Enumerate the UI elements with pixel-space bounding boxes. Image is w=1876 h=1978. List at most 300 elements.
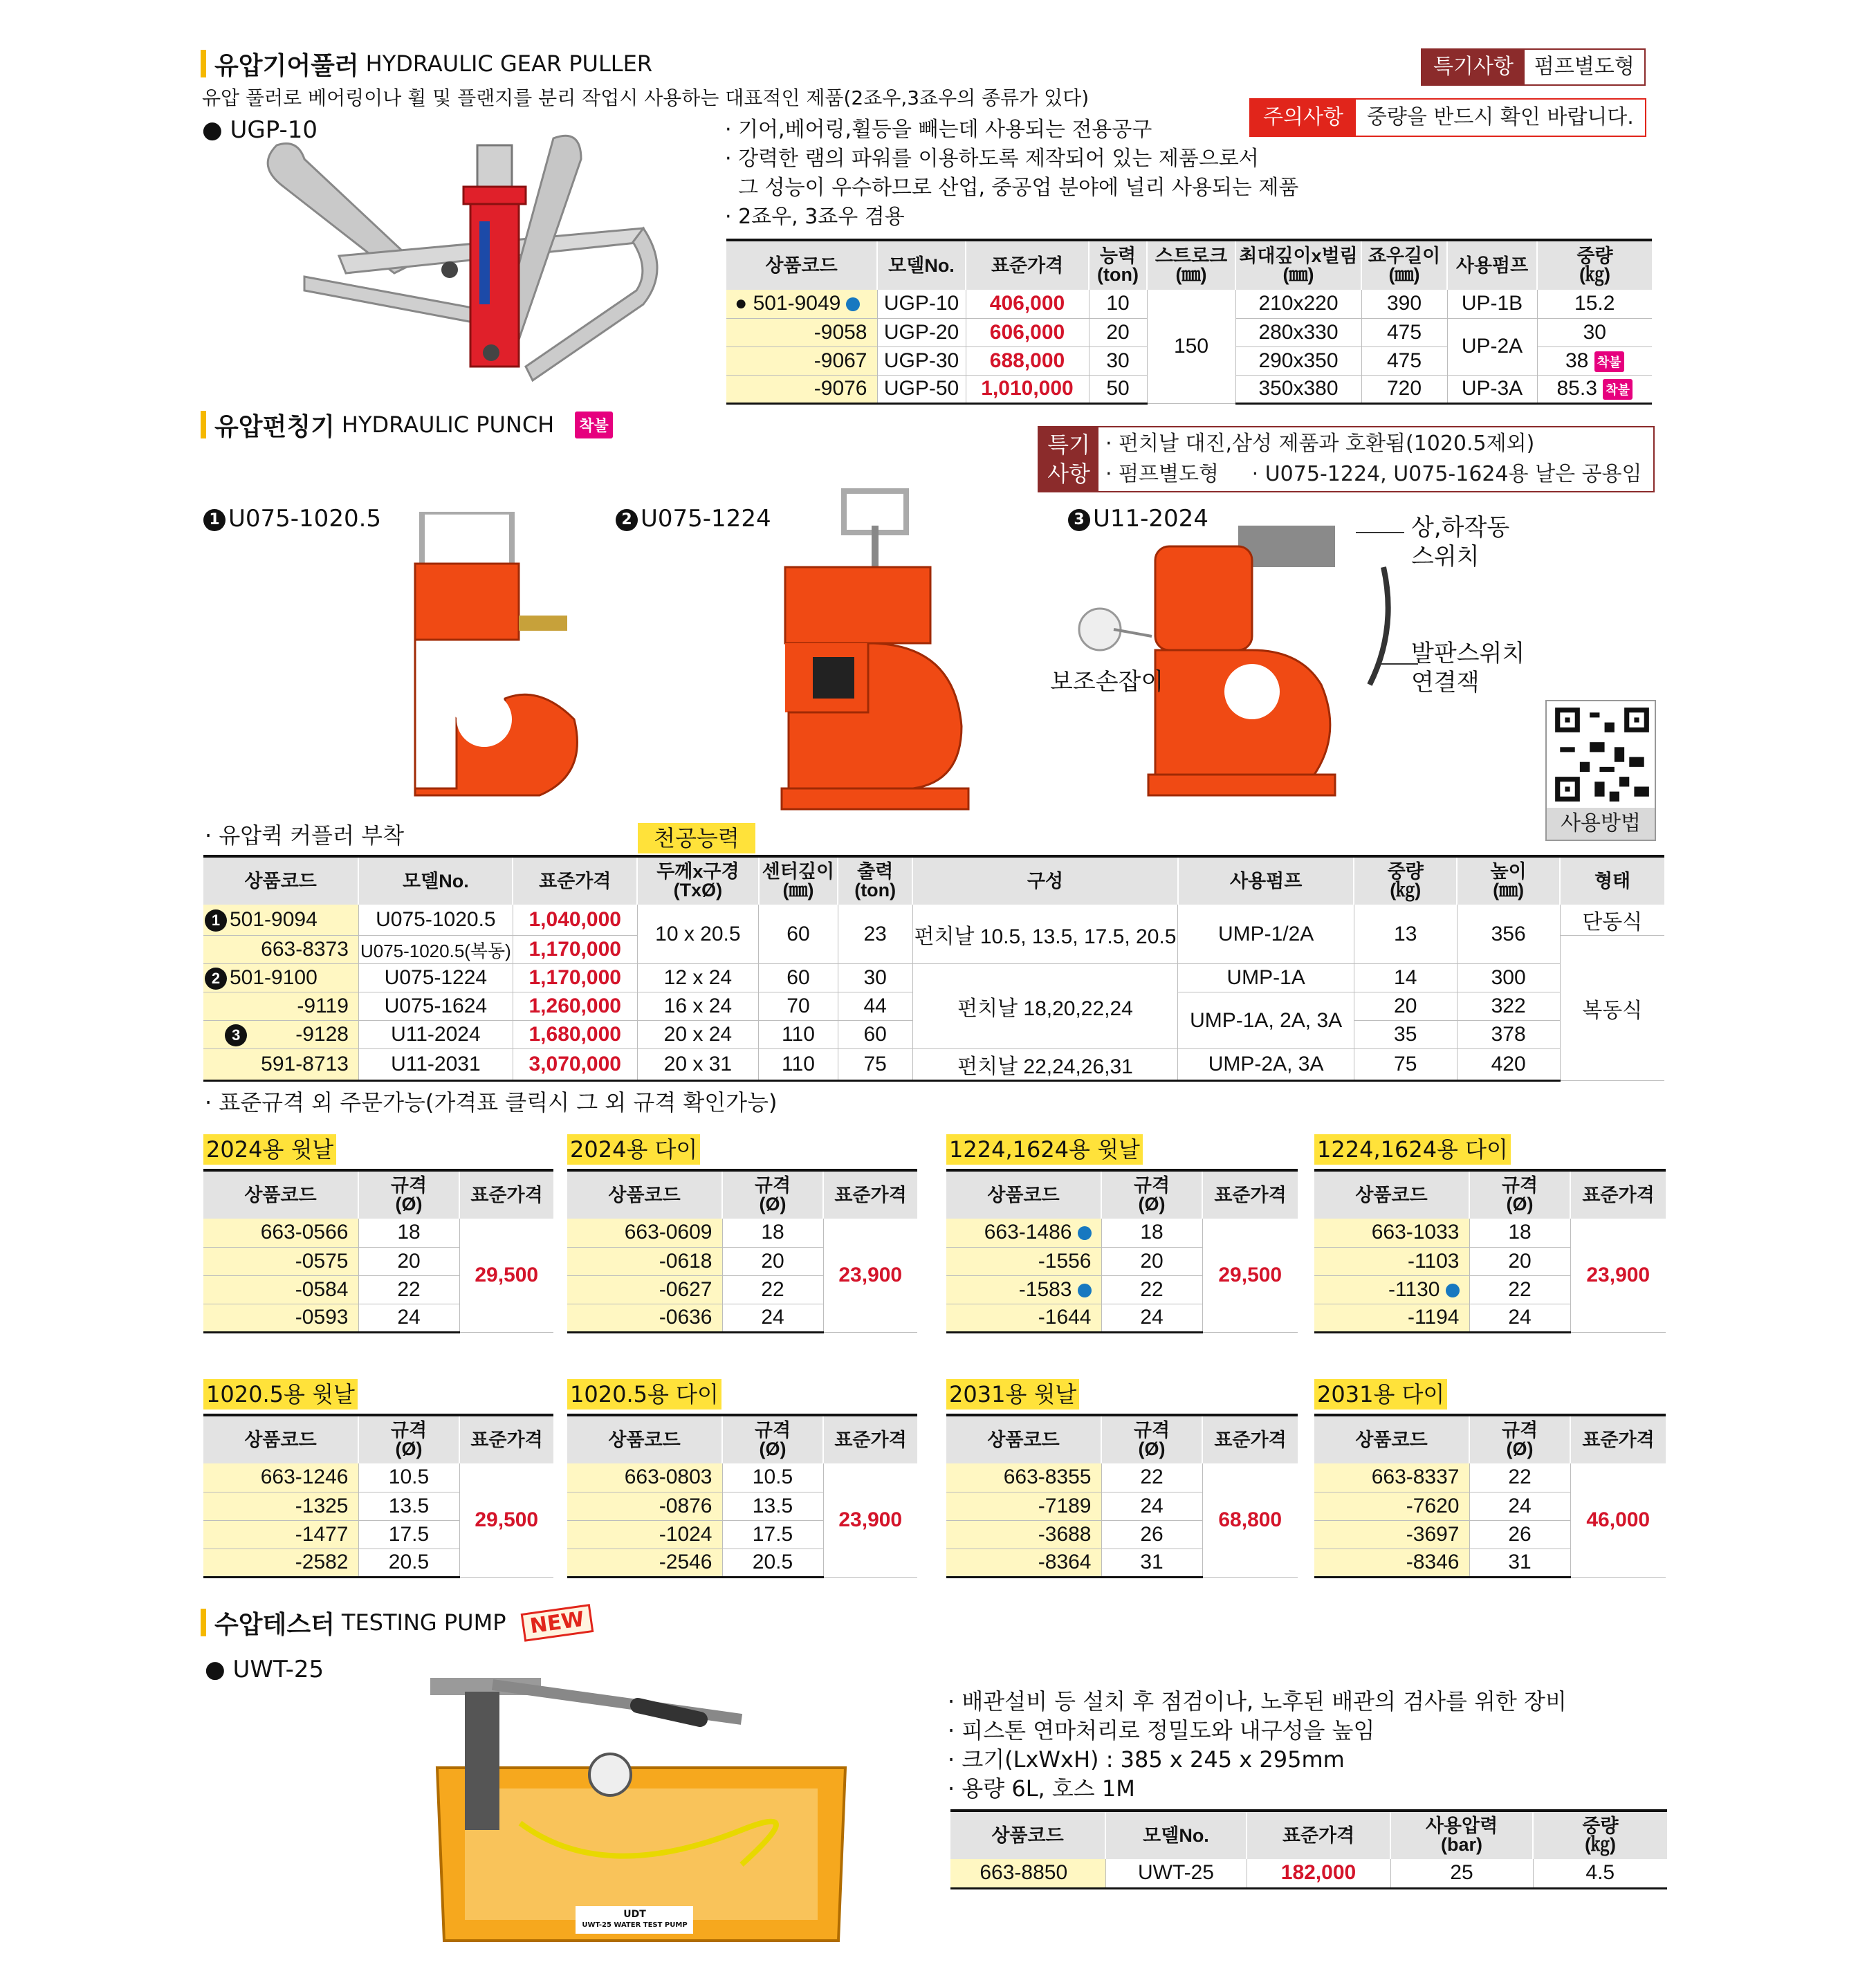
model-cell: U075-1624 xyxy=(358,992,513,1021)
callout-switch-line-1: 상,하작동 xyxy=(1411,514,1510,542)
ton-cell: 50 xyxy=(1089,375,1147,403)
punch-special-box xyxy=(1038,426,1655,492)
code-cell xyxy=(203,964,358,992)
code-cell xyxy=(946,1219,1101,1247)
code-cell: -9076 xyxy=(726,375,877,403)
col-code: 상품코드 xyxy=(1314,1415,1469,1463)
weight-text: 85.3 xyxy=(1556,377,1597,400)
col-price: 표준가격 xyxy=(459,1170,553,1219)
price-cell: 3,070,000 xyxy=(513,1049,637,1081)
size-cell: 24 xyxy=(722,1304,823,1332)
blade-table-title: 2024용 윗날 xyxy=(203,1134,336,1165)
code-cell xyxy=(567,1304,722,1332)
size-cell: 24 xyxy=(1101,1304,1202,1332)
qr-label: 사용방법 xyxy=(1547,808,1655,840)
col-price: 표준가격 xyxy=(1202,1415,1298,1463)
table-row xyxy=(203,1049,1664,1081)
table-row xyxy=(567,1463,917,1492)
special-note-box xyxy=(1421,48,1646,86)
table-row xyxy=(203,1219,553,1247)
pump-label-model: UWT-25 WATER TEST PUMP xyxy=(582,1921,688,1929)
code-text: -1130 xyxy=(1388,1277,1440,1301)
price-cell: 406,000 xyxy=(966,290,1089,318)
size-cell: 20.5 xyxy=(358,1549,459,1577)
blade-table-title: 1020.5용 다이 xyxy=(567,1379,721,1409)
size-cell: 22 xyxy=(1469,1463,1570,1492)
size-cell: 20.5 xyxy=(722,1549,823,1577)
code-cell xyxy=(1314,1463,1469,1492)
weight-cell: 13 xyxy=(1354,905,1457,964)
size-cell: 22 xyxy=(1101,1463,1202,1492)
code-text: -9128 xyxy=(295,1022,349,1046)
price-cell: 68,800 xyxy=(1202,1463,1298,1577)
col-config: 구성 xyxy=(912,856,1178,905)
col-code: 상품코드 xyxy=(946,1415,1101,1463)
code-text: -8346 xyxy=(1406,1551,1460,1573)
code-cell xyxy=(1314,1219,1469,1247)
code-text: -0627 xyxy=(659,1277,712,1301)
pump-cell: UMP-1/2A xyxy=(1178,905,1354,964)
row-mark: ● xyxy=(735,292,748,315)
title-en: HYDRAULIC GEAR PULLER xyxy=(365,50,653,77)
col-price: 표준가격 xyxy=(459,1415,553,1463)
ton-cell: 10 xyxy=(1089,290,1147,318)
col-size: 규격 (Ø) xyxy=(722,1170,823,1219)
col-price: 표준가격 xyxy=(1570,1415,1666,1463)
code-cell xyxy=(567,1463,722,1492)
code-cell: 663-8373 xyxy=(203,936,358,964)
model-cell: U11-2031 xyxy=(358,1049,513,1081)
code-cell xyxy=(203,1021,358,1049)
code-cell xyxy=(1314,1275,1469,1304)
col-code: 상품코드 xyxy=(203,1170,358,1219)
depth-cell: 60 xyxy=(759,905,838,964)
price-cell: 23,900 xyxy=(823,1219,917,1332)
blade-table-title: 2024용 다이 xyxy=(567,1134,700,1165)
title-accent-bar xyxy=(201,411,206,438)
code-cell: 591-8713 xyxy=(203,1049,358,1081)
col-code: 상품코드 xyxy=(1314,1170,1469,1219)
table-row xyxy=(946,1463,1298,1492)
number-badge: 3 xyxy=(1068,509,1090,531)
size-cell: 18 xyxy=(358,1219,459,1247)
code-text: 663-1486 xyxy=(984,1221,1072,1244)
code-cell xyxy=(567,1549,722,1577)
output-cell: 30 xyxy=(838,964,912,992)
number-badge: 1 xyxy=(205,909,227,932)
config-cell: 펀치날 10.5, 13.5, 17.5, 20.5 xyxy=(912,905,1178,964)
col-code: 상품코드 xyxy=(950,1811,1105,1859)
code-text: 663-0566 xyxy=(260,1221,349,1244)
blade-table xyxy=(203,1414,553,1578)
price-cell: 1,040,000 xyxy=(513,905,637,936)
callout-pedal xyxy=(1411,639,1525,697)
special-label: 특기사항 xyxy=(1422,50,1525,84)
code-cell xyxy=(567,1492,722,1520)
col-size: 규격 (Ø) xyxy=(722,1415,823,1463)
blade-table xyxy=(203,1169,553,1333)
thickness-cell: 10 x 20.5 xyxy=(637,905,758,964)
punch-model-1-label xyxy=(203,505,381,533)
code-cell xyxy=(946,1549,1101,1577)
weight-text: 38 xyxy=(1565,349,1589,372)
col-code: 상품코드 xyxy=(203,856,358,905)
code-text: -0593 xyxy=(295,1306,349,1329)
code-cell xyxy=(203,1219,358,1247)
code-cell: -9119 xyxy=(203,992,358,1021)
caution-box xyxy=(1249,98,1646,137)
model-cell: U075-1020.5 xyxy=(358,905,513,936)
code-cell xyxy=(946,1520,1101,1549)
gear-feature-3: 그 성능이 우수하므로 산업, 중공업 분야에 널리 사용되는 제품 xyxy=(725,176,1299,200)
punch-1020-image xyxy=(401,512,595,802)
size-cell: 22 xyxy=(1469,1275,1570,1304)
code-cell xyxy=(1314,1520,1469,1549)
code-cell xyxy=(1314,1492,1469,1520)
special-content xyxy=(1098,427,1649,491)
code-text: 663-8337 xyxy=(1371,1466,1460,1489)
punch-title xyxy=(201,408,613,441)
col-pump: 사용펌프 xyxy=(1447,240,1537,290)
code-text: 663-8355 xyxy=(1003,1466,1092,1489)
special-label-line-1: 특기 xyxy=(1047,432,1090,458)
code-text: -3697 xyxy=(1406,1522,1460,1546)
price-cell: 23,900 xyxy=(823,1463,917,1577)
code-cell xyxy=(203,1247,358,1275)
jaw-cell: 475 xyxy=(1361,318,1447,346)
number-badge: 2 xyxy=(205,968,227,990)
blade-table-title: 1020.5용 윗날 xyxy=(203,1379,358,1409)
code-cell xyxy=(203,1304,358,1332)
model-cell: U11-2024 xyxy=(358,1021,513,1049)
weight-cell: 35 xyxy=(1354,1021,1457,1049)
table-row xyxy=(567,1219,917,1247)
code-text: 501-9094 xyxy=(230,907,318,931)
code-text: -1325 xyxy=(295,1494,349,1517)
size-cell: 26 xyxy=(1469,1520,1570,1549)
model-name: U075-1224 xyxy=(641,505,771,533)
pressure-cell: 25 xyxy=(1390,1859,1533,1888)
height-cell: 378 xyxy=(1457,1021,1560,1049)
punch-1224-image xyxy=(775,484,982,816)
col-model: 모델No. xyxy=(877,240,966,290)
model-name: U11-2024 xyxy=(1093,505,1208,533)
size-cell: 18 xyxy=(722,1219,823,1247)
table-row xyxy=(1314,1463,1666,1492)
new-badge: NEW xyxy=(521,1604,594,1642)
depth-cell: 60 xyxy=(759,964,838,992)
col-price: 표준가격 xyxy=(1570,1170,1666,1219)
code-text: -0575 xyxy=(295,1249,349,1273)
price-cell: 23,900 xyxy=(1570,1219,1666,1332)
height-cell: 300 xyxy=(1457,964,1560,992)
gear-puller-table xyxy=(726,239,1652,405)
title-en: HYDRAULIC PUNCH xyxy=(341,412,555,438)
stock-dot-icon xyxy=(1446,1284,1460,1297)
tester-feature-3: · 크기(LxWxH) : 385 x 245 x 295mm xyxy=(948,1746,1345,1773)
thickness-cell: 20 x 31 xyxy=(637,1049,758,1081)
code-cell: -9058 xyxy=(726,318,877,346)
callout-aux-handle: 보조손잡이 xyxy=(1050,668,1164,696)
code-cell xyxy=(203,1549,358,1577)
model-cell: UGP-10 xyxy=(877,290,966,318)
code-cell xyxy=(946,1492,1101,1520)
stock-dot-icon xyxy=(1078,1284,1092,1297)
stock-dot-icon xyxy=(846,297,860,311)
size-cell: 13.5 xyxy=(722,1492,823,1520)
stroke-cell: 150 xyxy=(1147,290,1235,403)
col-price: 표준가격 xyxy=(1202,1170,1298,1219)
code-cell xyxy=(203,1275,358,1304)
jaw-cell: 720 xyxy=(1361,375,1447,403)
punch-model-2-label xyxy=(616,505,771,533)
size-cell: 20 xyxy=(358,1247,459,1275)
punch-table xyxy=(203,855,1664,1082)
number-badge: 3 xyxy=(225,1024,247,1046)
output-cell: 23 xyxy=(838,905,912,964)
size-cell: 24 xyxy=(1101,1492,1202,1520)
code-cell xyxy=(203,1520,358,1549)
special-line-2: · 펌프별도형 · U075-1224, U075-1624용 날은 공용임 xyxy=(1105,462,1642,486)
gear-puller-model-label: ● UGP-10 xyxy=(202,116,318,144)
table-row xyxy=(203,905,1664,936)
code-text: -1103 xyxy=(1407,1249,1460,1273)
code-text: -1477 xyxy=(295,1522,349,1546)
code-text: -0584 xyxy=(295,1277,349,1301)
type-cell: 단동식 xyxy=(1560,905,1664,936)
table-row xyxy=(726,290,1652,318)
callout-switch xyxy=(1411,513,1509,571)
col-size: 규격 (Ø) xyxy=(358,1415,459,1463)
model-cell: UGP-20 xyxy=(877,318,966,346)
size-cell: 22 xyxy=(358,1275,459,1304)
size-cell: 17.5 xyxy=(358,1520,459,1549)
punch-2024-image xyxy=(1134,512,1342,802)
code-text: 501-9049 xyxy=(753,292,841,315)
depth-cell: 110 xyxy=(759,1021,838,1049)
cod-badge: 착불 xyxy=(1603,379,1633,400)
col-ton: 능력 (ton) xyxy=(1089,240,1147,290)
price-cell: 182,000 xyxy=(1247,1859,1390,1888)
code-cell xyxy=(203,1463,358,1492)
model-cell: UGP-50 xyxy=(877,375,966,403)
col-type: 형태 xyxy=(1560,856,1664,905)
code-text: 663-1246 xyxy=(260,1466,349,1489)
height-cell: 322 xyxy=(1457,992,1560,1021)
tester-title xyxy=(201,1606,592,1639)
code-cell xyxy=(567,1247,722,1275)
col-price: 표준가격 xyxy=(1247,1811,1390,1859)
depth-cell: 290x350 xyxy=(1235,346,1361,375)
code-text: -8364 xyxy=(1038,1551,1092,1573)
jaw-cell: 475 xyxy=(1361,346,1447,375)
gear-feature-2: · 강력한 램의 파워를 이용하도록 제작되어 있는 제품으로서 xyxy=(725,147,1259,171)
code-text: 663-1033 xyxy=(1371,1221,1460,1244)
code-cell xyxy=(946,1463,1101,1492)
stock-dot-icon xyxy=(1078,1226,1092,1240)
weight-cell: 4.5 xyxy=(1533,1859,1667,1888)
col-model: 모델No. xyxy=(358,856,513,905)
ton-cell: 20 xyxy=(1089,318,1147,346)
config-cell: 펀치날 18,20,22,24 xyxy=(912,964,1178,1049)
title-ko: 수압테스터 xyxy=(214,1610,335,1639)
pump-cell: UMP-1A xyxy=(1178,964,1354,992)
size-cell: 18 xyxy=(1469,1219,1570,1247)
gear-feature-1: · 기어,베어링,휠등을 빼는데 사용되는 전용공구 xyxy=(725,118,1152,142)
pump-label xyxy=(578,1909,692,1934)
qr-code-icon xyxy=(1548,703,1656,806)
code-text: -2582 xyxy=(295,1551,349,1573)
col-pump: 사용펌프 xyxy=(1178,856,1354,905)
weight-cell: 14 xyxy=(1354,964,1457,992)
thickness-cell: 20 x 24 xyxy=(637,1021,758,1049)
code-text: -0618 xyxy=(659,1249,712,1273)
code-text: -1194 xyxy=(1407,1306,1460,1329)
code-text: -7620 xyxy=(1406,1494,1460,1517)
tester-feature-2: · 피스톤 연마처리로 정밀도와 내구성을 높임 xyxy=(948,1717,1375,1744)
jaw-cell: 390 xyxy=(1361,290,1447,318)
table-row xyxy=(203,1463,553,1492)
blade-table xyxy=(567,1414,917,1578)
size-cell: 10.5 xyxy=(722,1463,823,1492)
code-text: -3688 xyxy=(1038,1522,1092,1546)
model-name: U075-1020.5 xyxy=(228,505,382,533)
size-cell: 24 xyxy=(358,1304,459,1332)
order-note: · 표준규격 외 주문가능(가격표 클릭시 그 외 규격 확인가능) xyxy=(205,1089,778,1116)
size-cell: 20 xyxy=(722,1247,823,1275)
size-cell: 10.5 xyxy=(358,1463,459,1492)
code-text: -1556 xyxy=(1038,1249,1092,1273)
blade-table-title: 1224,1624용 윗날 xyxy=(946,1134,1143,1165)
code-cell: 663-8850 xyxy=(950,1859,1105,1888)
model-cell: UGP-30 xyxy=(877,346,966,375)
col-model: 모델No. xyxy=(1105,1811,1247,1859)
size-cell: 24 xyxy=(1469,1492,1570,1520)
size-cell: 13.5 xyxy=(358,1492,459,1520)
code-text: -1583 xyxy=(1018,1277,1072,1301)
code-cell xyxy=(567,1219,722,1247)
col-weight: 중량 (㎏) xyxy=(1354,856,1457,905)
size-cell: 31 xyxy=(1101,1549,1202,1577)
size-cell: 26 xyxy=(1101,1520,1202,1549)
col-size: 규격 (Ø) xyxy=(1469,1415,1570,1463)
col-price: 표준가격 xyxy=(823,1170,917,1219)
model-cell: UWT-25 xyxy=(1105,1859,1247,1888)
gear-feature-4: · 2죠우, 3죠우 겸용 xyxy=(725,205,905,229)
tester-feature-4: · 용량 6L, 호스 1M xyxy=(948,1775,1135,1802)
code-cell xyxy=(946,1275,1101,1304)
output-cell: 75 xyxy=(838,1049,912,1081)
col-stroke: 스트로크 (㎜) xyxy=(1147,240,1235,290)
pump-label-brand: UDT xyxy=(623,1909,646,1920)
col-weight: 중량 (㎏) xyxy=(1537,240,1652,290)
qr-code-box[interactable] xyxy=(1545,700,1656,841)
code-text: 663-0803 xyxy=(624,1466,712,1489)
special-value: 펌프별도형 xyxy=(1525,50,1644,84)
size-cell: 24 xyxy=(1469,1304,1570,1332)
callout-pedal-line-2: 연결잭 xyxy=(1411,669,1480,696)
table-row xyxy=(946,1219,1298,1247)
output-cell: 60 xyxy=(838,1021,912,1049)
col-jaw: 죠우길이 (㎜) xyxy=(1361,240,1447,290)
code-text: -2546 xyxy=(659,1551,712,1573)
thickness-cell: 12 x 24 xyxy=(637,964,758,992)
size-cell: 18 xyxy=(1101,1219,1202,1247)
weight-cell xyxy=(1537,375,1652,403)
number-badge: 2 xyxy=(616,509,638,531)
table-row xyxy=(950,1859,1667,1888)
price-cell: 1,680,000 xyxy=(513,1021,637,1049)
tester-table xyxy=(950,1809,1667,1889)
col-depth: 최대깊이x벌림 (㎜) xyxy=(1235,240,1361,290)
table-row xyxy=(203,964,1664,992)
code-text: 663-0609 xyxy=(624,1221,712,1244)
weight-cell xyxy=(1537,346,1652,375)
cod-badge: 착불 xyxy=(1594,351,1624,372)
col-price: 표준가격 xyxy=(823,1415,917,1463)
col-center-depth: 센터깊이 (㎜) xyxy=(759,856,838,905)
depth-cell: 350x380 xyxy=(1235,375,1361,403)
cod-badge: 착불 xyxy=(575,412,613,438)
size-cell: 17.5 xyxy=(722,1520,823,1549)
code-cell: -9067 xyxy=(726,346,877,375)
col-price: 표준가격 xyxy=(966,240,1089,290)
pump-cell: UP-3A xyxy=(1447,375,1537,403)
price-cell: 1,170,000 xyxy=(513,936,637,964)
special-line-1: · 펀치날 대진,삼성 제품과 호환됨(1020.5제외) xyxy=(1105,432,1535,456)
title-ko: 유압기어풀러 xyxy=(214,51,359,80)
depth-cell: 70 xyxy=(759,992,838,1021)
number-badge: 1 xyxy=(203,509,226,531)
callout-switch-line-2: 스위치 xyxy=(1411,543,1480,571)
blade-table xyxy=(1314,1169,1666,1333)
price-cell: 1,170,000 xyxy=(513,964,637,992)
code-text: -7189 xyxy=(1038,1494,1092,1517)
weight-cell: 30 xyxy=(1537,318,1652,346)
code-cell xyxy=(726,290,877,318)
pump-cell: UMP-2A, 3A xyxy=(1178,1049,1354,1081)
price-cell: 29,500 xyxy=(1202,1219,1298,1332)
code-cell xyxy=(567,1520,722,1549)
price-cell: 29,500 xyxy=(459,1219,553,1332)
size-cell: 20 xyxy=(1469,1247,1570,1275)
output-cell: 44 xyxy=(838,992,912,1021)
callout-pedal-line-1: 발판스위치 xyxy=(1411,640,1525,667)
code-text: 501-9100 xyxy=(230,965,318,989)
table-row xyxy=(1314,1219,1666,1247)
col-weight: 중량 (㎏) xyxy=(1533,1811,1667,1859)
code-cell xyxy=(946,1247,1101,1275)
ton-cell: 30 xyxy=(1089,346,1147,375)
model-cell: U075-1224 xyxy=(358,964,513,992)
code-cell xyxy=(946,1304,1101,1332)
weight-cell: 20 xyxy=(1354,992,1457,1021)
price-cell: 1,260,000 xyxy=(513,992,637,1021)
col-output: 출력 (ton) xyxy=(838,856,912,905)
model-cell: U075-1020.5(복동) xyxy=(358,936,513,964)
blade-table xyxy=(1314,1414,1666,1578)
depth-cell: 280x330 xyxy=(1235,318,1361,346)
col-code: 상품코드 xyxy=(567,1170,722,1219)
col-code: 상품코드 xyxy=(726,240,877,290)
col-size: 규격 (Ø) xyxy=(358,1170,459,1219)
size-cell: 22 xyxy=(722,1275,823,1304)
code-text: -1024 xyxy=(659,1522,712,1546)
size-cell: 20 xyxy=(1101,1247,1202,1275)
col-code: 상품코드 xyxy=(203,1415,358,1463)
title-accent-bar xyxy=(201,50,206,77)
depth-cell: 110 xyxy=(759,1049,838,1081)
